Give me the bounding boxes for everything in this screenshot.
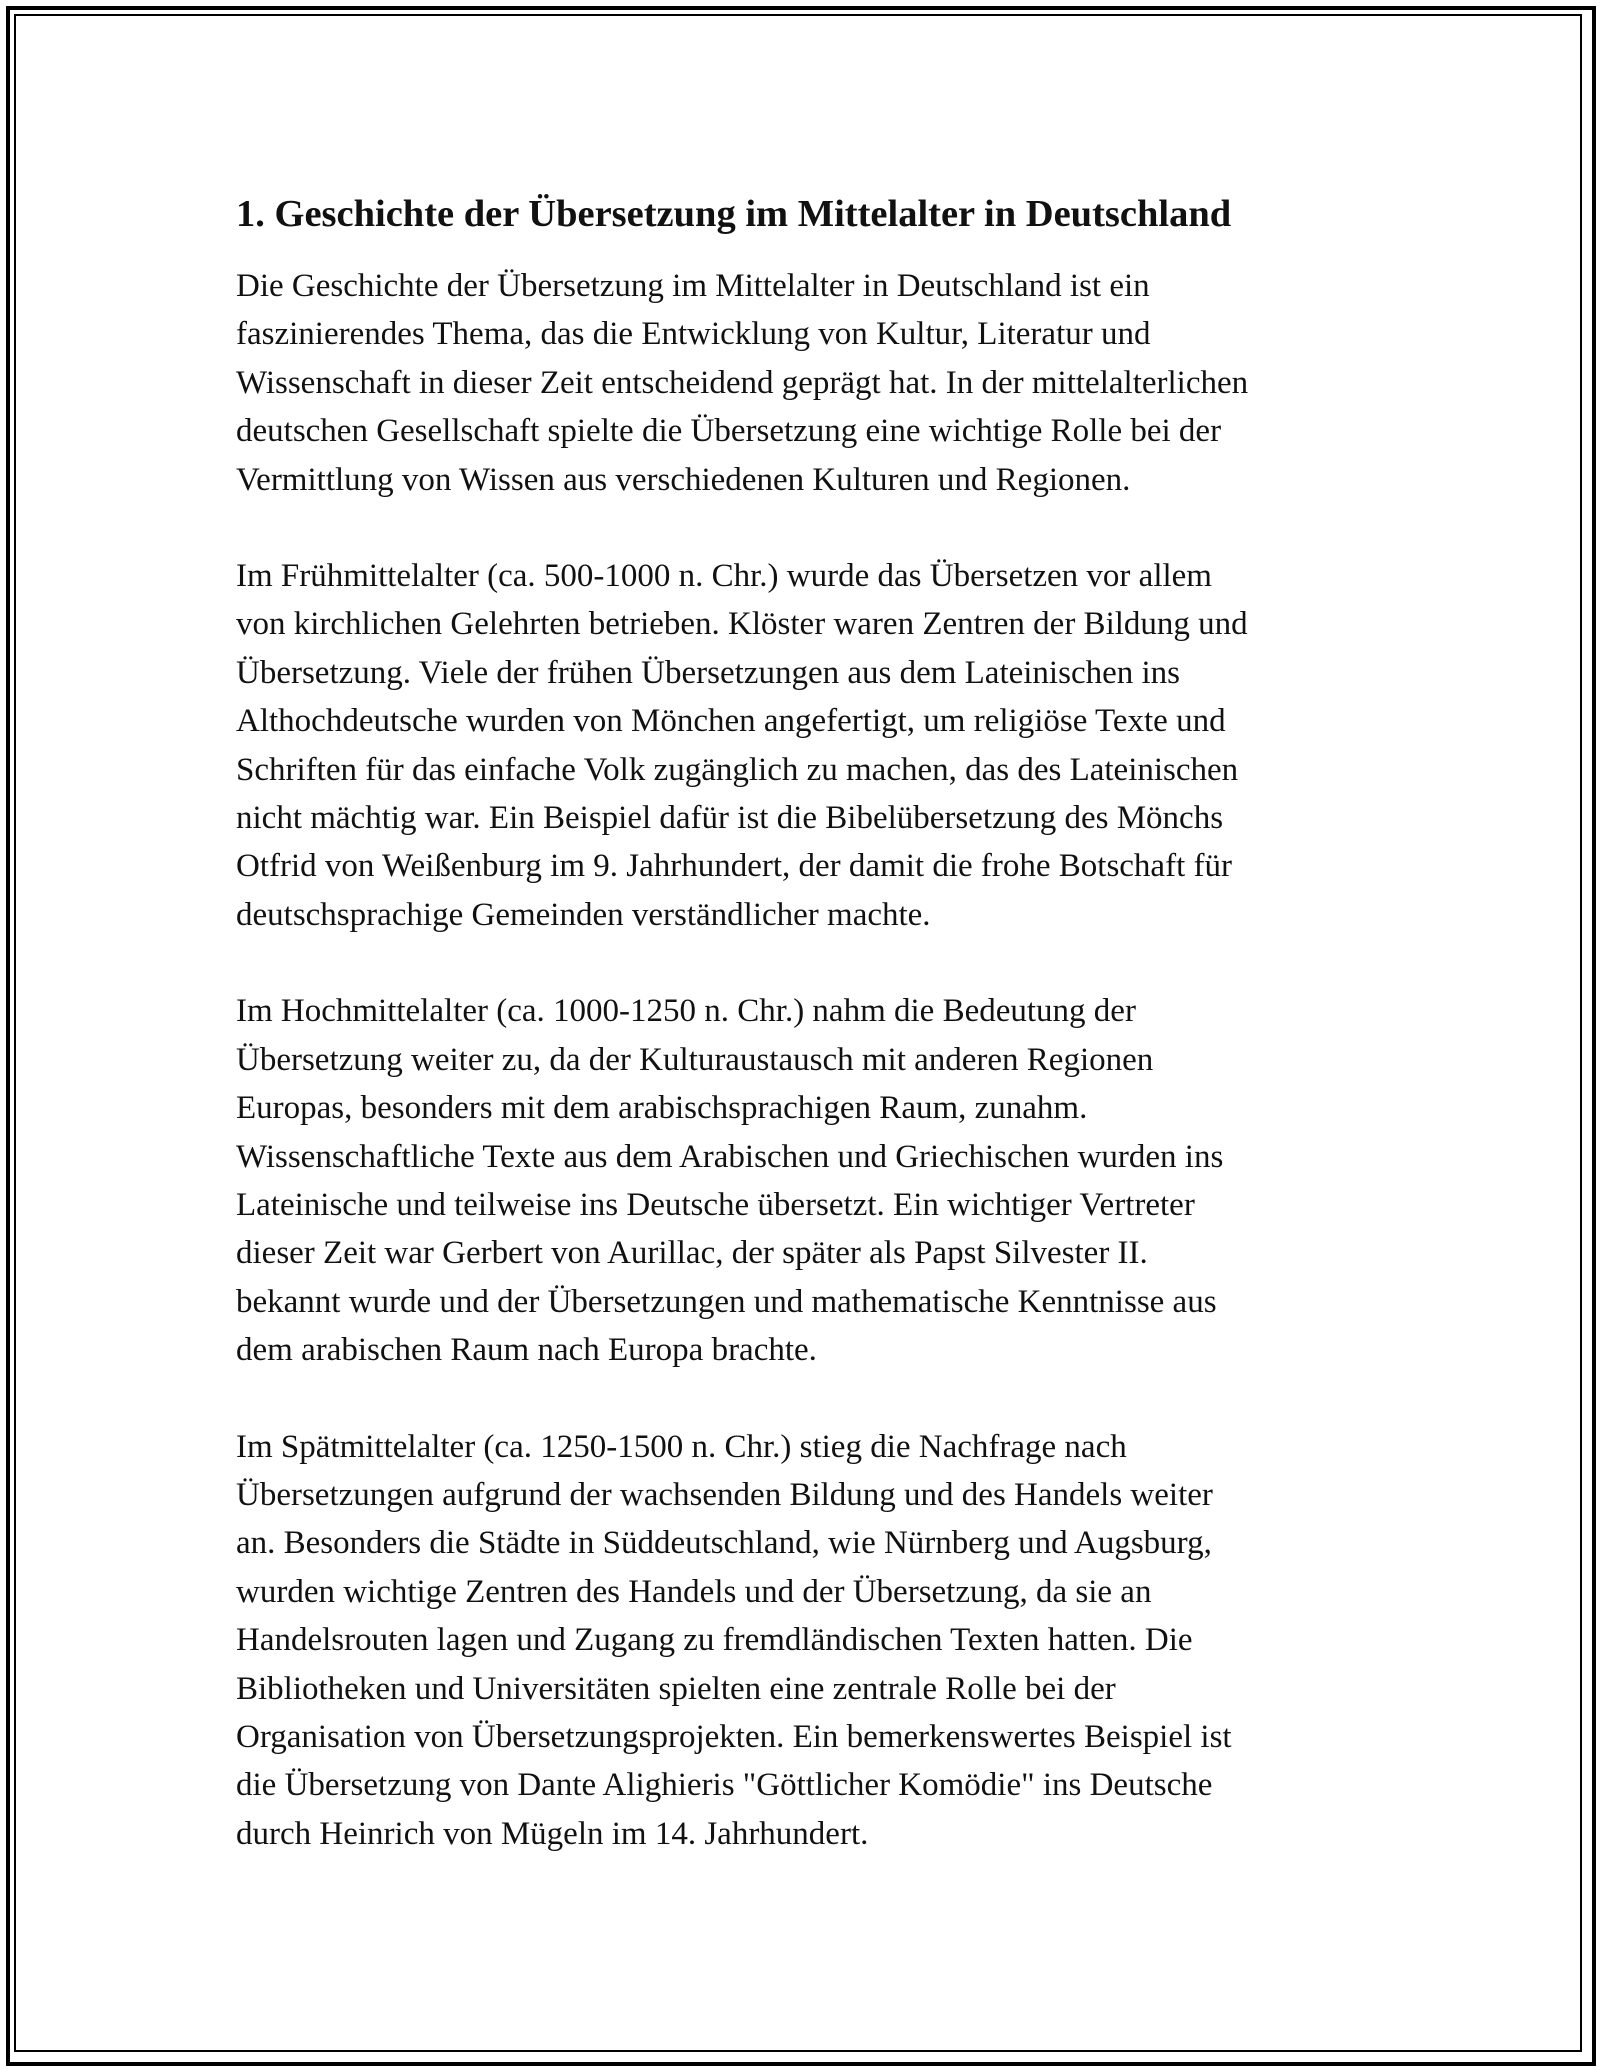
text-line: Die Geschichte der Übersetzung im Mittelalter in Deutschland ist ein bbox=[236, 268, 1150, 304]
text-line: die Übersetzung von Dante Alighieris "Göttlicher Komödie" ins Deutsche bbox=[236, 1767, 1213, 1804]
text-line: Wissenschaftliche Texte aus dem Arabischen und Griechischen wurden ins bbox=[236, 1138, 1224, 1175]
text-line: bekannt wurde und der Übersetzungen und mathematische Kenntnisse aus bbox=[236, 1283, 1217, 1320]
text-line: dieser Zeit war Gerbert von Aurillac, der später als Papst Silvester II. bbox=[236, 1235, 1148, 1272]
text-line: deutschen Gesellschaft spielte die Übersetzung eine wichtige Rolle bei der bbox=[236, 413, 1222, 450]
text-line: deutschsprachige Gemeinden verständlicher machte. bbox=[236, 896, 931, 933]
text-line: Vermittlung von Wissen aus verschiedenen Kulturen und Regionen. bbox=[236, 461, 1131, 498]
text-line: Europas, besonders mit dem arabischsprachigen Raum, zunahm. bbox=[236, 1090, 1088, 1127]
text-line: Otfrid von Weißenburg im 9. Jahrhundert, der damit die frohe Botschaft für bbox=[236, 848, 1232, 885]
text-line: dem arabischen Raum nach Europa brachte. bbox=[236, 1332, 817, 1369]
text-line: Bibliotheken und Universitäten spielten eine zentrale Rolle bei der bbox=[236, 1670, 1116, 1707]
paragraph-introduction bbox=[236, 262, 1386, 504]
document-body bbox=[236, 186, 1386, 1858]
text-line: Althochdeutsche wurden von Mönchen angefertigt, um religiöse Texte und bbox=[236, 703, 1226, 740]
text-line: Organisation von Übersetzungsprojekten. Ein bemerkenswertes Beispiel ist bbox=[236, 1718, 1232, 1755]
text-line: nicht mächtig war. Ein Beispiel dafür ist die Bibelübersetzung des Mönchs bbox=[236, 800, 1224, 837]
text-line: Lateinische und teilweise ins Deutsche übersetzt. Ein wichtiger Vertreter bbox=[236, 1186, 1195, 1223]
text-line: Im Spätmittelalter (ca. 1250-1500 n. Chr.) stieg die Nachfrage nach bbox=[236, 1428, 1127, 1465]
paragraph-spaetmittelalter bbox=[236, 1423, 1386, 1859]
text-line: wurden wichtige Zentren des Handels und der Übersetzung, da sie an bbox=[236, 1573, 1152, 1610]
text-line: von kirchlichen Gelehrten betrieben. Klöster waren Zentren der Bildung und bbox=[236, 606, 1248, 643]
text-line: Schriften für das einfache Volk zugänglich zu machen, das des Lateinischen bbox=[236, 751, 1239, 788]
text-line: Übersetzungen aufgrund der wachsenden Bildung und des Handels weiter bbox=[236, 1476, 1213, 1513]
paragraph-fruehmittelalter bbox=[236, 552, 1386, 939]
text-line: an. Besonders die Städte in Süddeutschland, wie Nürnberg und Augsburg, bbox=[236, 1525, 1212, 1562]
text-line: faszinierendes Thema, das die Entwicklung von Kultur, Literatur und bbox=[236, 316, 1151, 353]
text-line: Wissenschaft in dieser Zeit entscheidend geprägt hat. In der mittelalterlichen bbox=[236, 364, 1249, 401]
text-line: Handelsrouten lagen und Zugang zu fremdländischen Texten hatten. Die bbox=[236, 1622, 1193, 1659]
text-line: Im Hochmittelalter (ca. 1000-1250 n. Chr.) nahm die Bedeutung der bbox=[236, 993, 1136, 1030]
text-line: Übersetzung weiter zu, da der Kulturaustausch mit anderen Regionen bbox=[236, 1041, 1154, 1078]
text-line: Im Frühmittelalter (ca. 500-1000 n. Chr.) wurde das Übersetzen vor allem bbox=[236, 558, 1212, 595]
document-title: 1. Geschichte der Übersetzung im Mittelalter in Deutschland bbox=[236, 193, 1232, 235]
paragraph-hochmittelalter bbox=[236, 987, 1386, 1374]
text-line: durch Heinrich von Mügeln im 14. Jahrhundert. bbox=[236, 1815, 869, 1852]
text-line: Übersetzung. Viele der frühen Übersetzungen aus dem Lateinischen ins bbox=[236, 654, 1180, 691]
